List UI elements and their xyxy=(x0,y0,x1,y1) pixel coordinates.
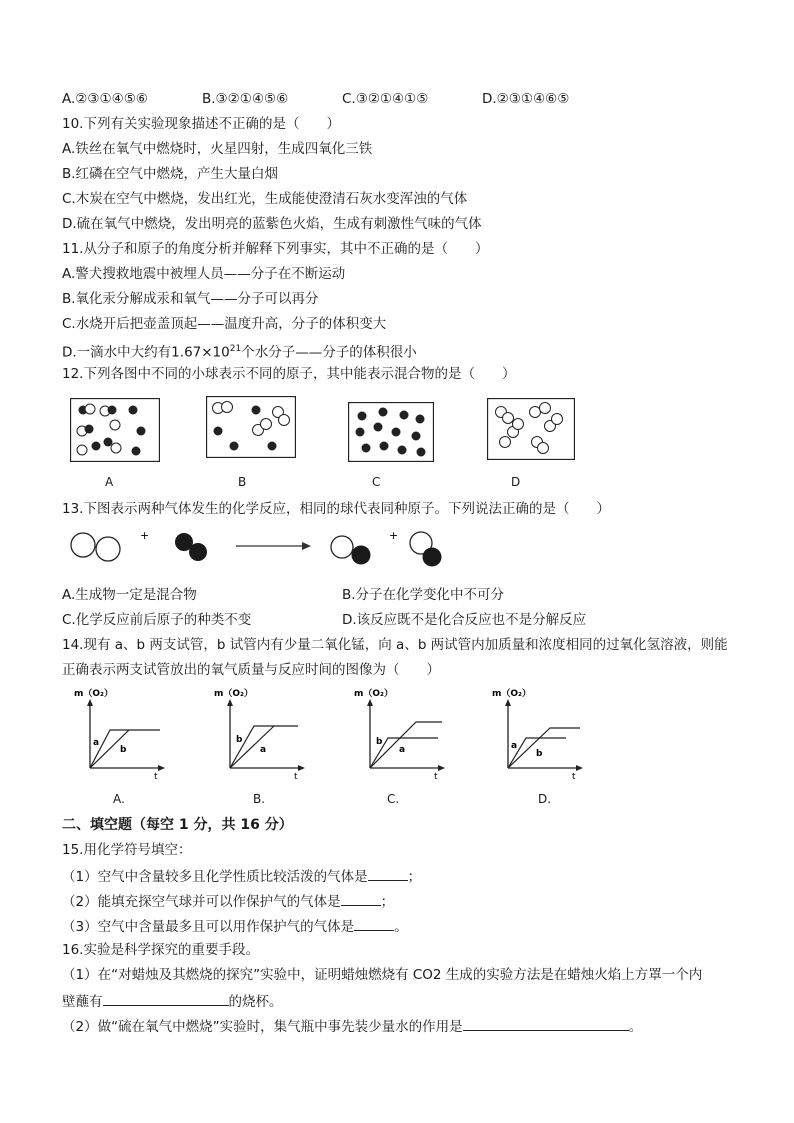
q14-graph-c-label-b: b xyxy=(376,737,383,747)
svg-text:m（O₂）: m（O₂） xyxy=(492,689,531,699)
q15-item-2: （2）能填充探空气球并可以作保护气的气体是 ； xyxy=(62,891,394,911)
q14-label-d: D. xyxy=(538,792,552,806)
q10-option-d: D.硫在氧气中燃烧，发出明亮的蓝紫色火焰，生成有刺激性气味的气体 xyxy=(62,216,482,232)
section-fill-in-title: 二、填空题（每空 1 分，共 16 分） xyxy=(62,817,293,833)
q12-label-b: B xyxy=(238,475,247,489)
q14-stem-line2: 正确表示两支试管放出的氧气质量与反应时间的图像为（ ） xyxy=(62,662,440,678)
q13-reactant1-atom1 xyxy=(71,533,95,557)
q13-option-d: D.该反应既不是化合反应也不是分解反应 xyxy=(342,612,587,628)
q13-plus-1: + xyxy=(140,529,150,542)
q14-graph-c-label-a: a xyxy=(399,745,406,755)
q16-stem: 16.实验是科学探究的重要手段。 xyxy=(62,942,259,958)
q9-option-c: C.③②①④①⑤ xyxy=(342,91,429,107)
q14-label-a: A. xyxy=(113,792,125,806)
q14-graph-d-label-b: b xyxy=(536,749,543,759)
q14-label-c: C. xyxy=(387,792,400,806)
q12-figure-a xyxy=(70,398,160,462)
q12-figure-d xyxy=(487,398,575,460)
q9-option-b: B.③②①④⑤⑥ xyxy=(202,91,289,107)
q15-blank-1[interactable] xyxy=(368,866,408,881)
q10-stem: 10.下列有关实验现象描述不正确的是（ ） xyxy=(62,116,340,132)
q14-graph-a-label-a: a xyxy=(93,738,100,748)
q13-product1-white-atom xyxy=(331,536,353,558)
svg-text:t: t xyxy=(572,772,576,781)
q12-figure-c xyxy=(348,402,434,462)
q10-option-a: A.铁丝在氧气中燃烧时，火星四射，生成四氧化三铁 xyxy=(62,141,373,157)
q14-label-b: B. xyxy=(253,792,266,806)
q11-option-a: A.警犬搜救地震中被埋人员——分子在不断运动 xyxy=(62,266,346,282)
q14-graph-d-label-a: a xyxy=(511,741,518,751)
q13-product1-black-atom xyxy=(352,546,371,565)
svg-text:t: t xyxy=(294,772,298,781)
q15-blank-3[interactable] xyxy=(354,916,394,931)
q15-item-3: （3）空气中含量最多且可以用作保护气的气体是 。 xyxy=(62,916,408,936)
q13-reactant1-atom2 xyxy=(96,537,120,561)
q9-option-d: D.②③①④⑥⑤ xyxy=(482,91,570,107)
q12-label-c: C xyxy=(372,475,381,489)
q14-graph-b-curve-a xyxy=(230,726,274,768)
q13-option-b: B.分子在化学变化中不可分 xyxy=(342,587,505,603)
q16-item1-line2: 壁蘸有 的烧杯。 xyxy=(62,991,283,1011)
q15-item-1: （1）空气中含量较多且化学性质比较活泼的气体是 ； xyxy=(62,866,421,886)
q14-graph-d xyxy=(490,686,590,781)
q14-graph-d-curve-b xyxy=(508,728,580,768)
q10-option-b: B.红磷在空气中燃烧，产生大量白烟 xyxy=(62,166,279,182)
svg-text:m（O₂）: m（O₂） xyxy=(354,689,393,699)
q14-graph-b xyxy=(212,686,312,781)
q11-option-d: D.一滴水中大约有$1.67\times 10^{21}$个水分子——分子的体积很小 xyxy=(62,344,417,361)
q16-item2: （2）做“硫在氧气中燃烧”实验时，集气瓶中事先装少量水的作用是 。 xyxy=(62,1016,642,1036)
q14-stem-line1: 14.现有 a、b 两支试管，b 试管内有少量二氧化锰，向 a、b 两试管内加质量和浓度相同的过氧化氢溶液，则能 xyxy=(62,637,728,653)
q15-blank-2[interactable] xyxy=(341,891,381,906)
q13-option-c: C.化学反应前后原子的种类不变 xyxy=(62,612,252,628)
q11-option-c: C.水烧开后把壶盖顶起——温度升高，分子的体积变大 xyxy=(62,316,387,332)
q9-option-a: A.②③①④⑤⑥ xyxy=(62,91,148,107)
q11-option-b: B.氧化汞分解成汞和氧气——分子可以再分 xyxy=(62,291,319,307)
q13-option-a: A.生成物一定是混合物 xyxy=(62,587,197,603)
q14-graph-b-label-a: a xyxy=(260,745,267,755)
q14-graph-a-label-b: b xyxy=(120,745,127,755)
q16-blank-1[interactable] xyxy=(103,991,229,1006)
q16-item1-line1: （1）在“对蜡烛及其燃烧的探究”实验中，证明蜡烛燃烧有 CO2 生成的实验方法是在蜡烛火焰上方罩一个内 xyxy=(62,967,703,983)
svg-text:t: t xyxy=(434,772,438,781)
q11-stem: 11.从分子和原子的角度分析并解释下列事实，其中不正确的是（ ） xyxy=(62,241,489,257)
q15-stem: 15.用化学符号填空： xyxy=(62,842,192,858)
q12-label-a: A xyxy=(105,475,114,489)
q13-reaction-diagram xyxy=(66,525,456,577)
q14-graph-b-label-b: b xyxy=(236,735,243,745)
q12-figure-b xyxy=(206,396,296,458)
q13-reactant2-atom2 xyxy=(189,543,207,561)
q13-plus-2: + xyxy=(389,529,399,542)
q13-stem: 13.下图表示两种气体发生的化学反应，相同的球代表同种原子。下列说法正确的是（ ） xyxy=(62,501,610,517)
q13-arrow-head xyxy=(302,542,311,550)
q14-graph-a xyxy=(72,686,172,781)
q13-product2-black-atom xyxy=(423,548,442,567)
svg-text:m（O₂）: m（O₂） xyxy=(214,689,253,699)
q10-option-c: C.木炭在空气中燃烧，发出红光，生成能使澄清石灰水变浑浊的气体 xyxy=(62,191,468,207)
svg-text:t: t xyxy=(154,772,158,781)
q11-exponent: 21 xyxy=(229,344,242,354)
q12-label-d: D xyxy=(511,475,521,489)
q16-blank-2[interactable] xyxy=(463,1016,629,1031)
q12-stem: 12.下列各图中不同的小球表示不同的原子，其中能表示混合物的是（ ） xyxy=(62,366,516,382)
svg-text:m（O₂）: m（O₂） xyxy=(74,689,113,699)
q14-graph-c xyxy=(352,686,452,781)
